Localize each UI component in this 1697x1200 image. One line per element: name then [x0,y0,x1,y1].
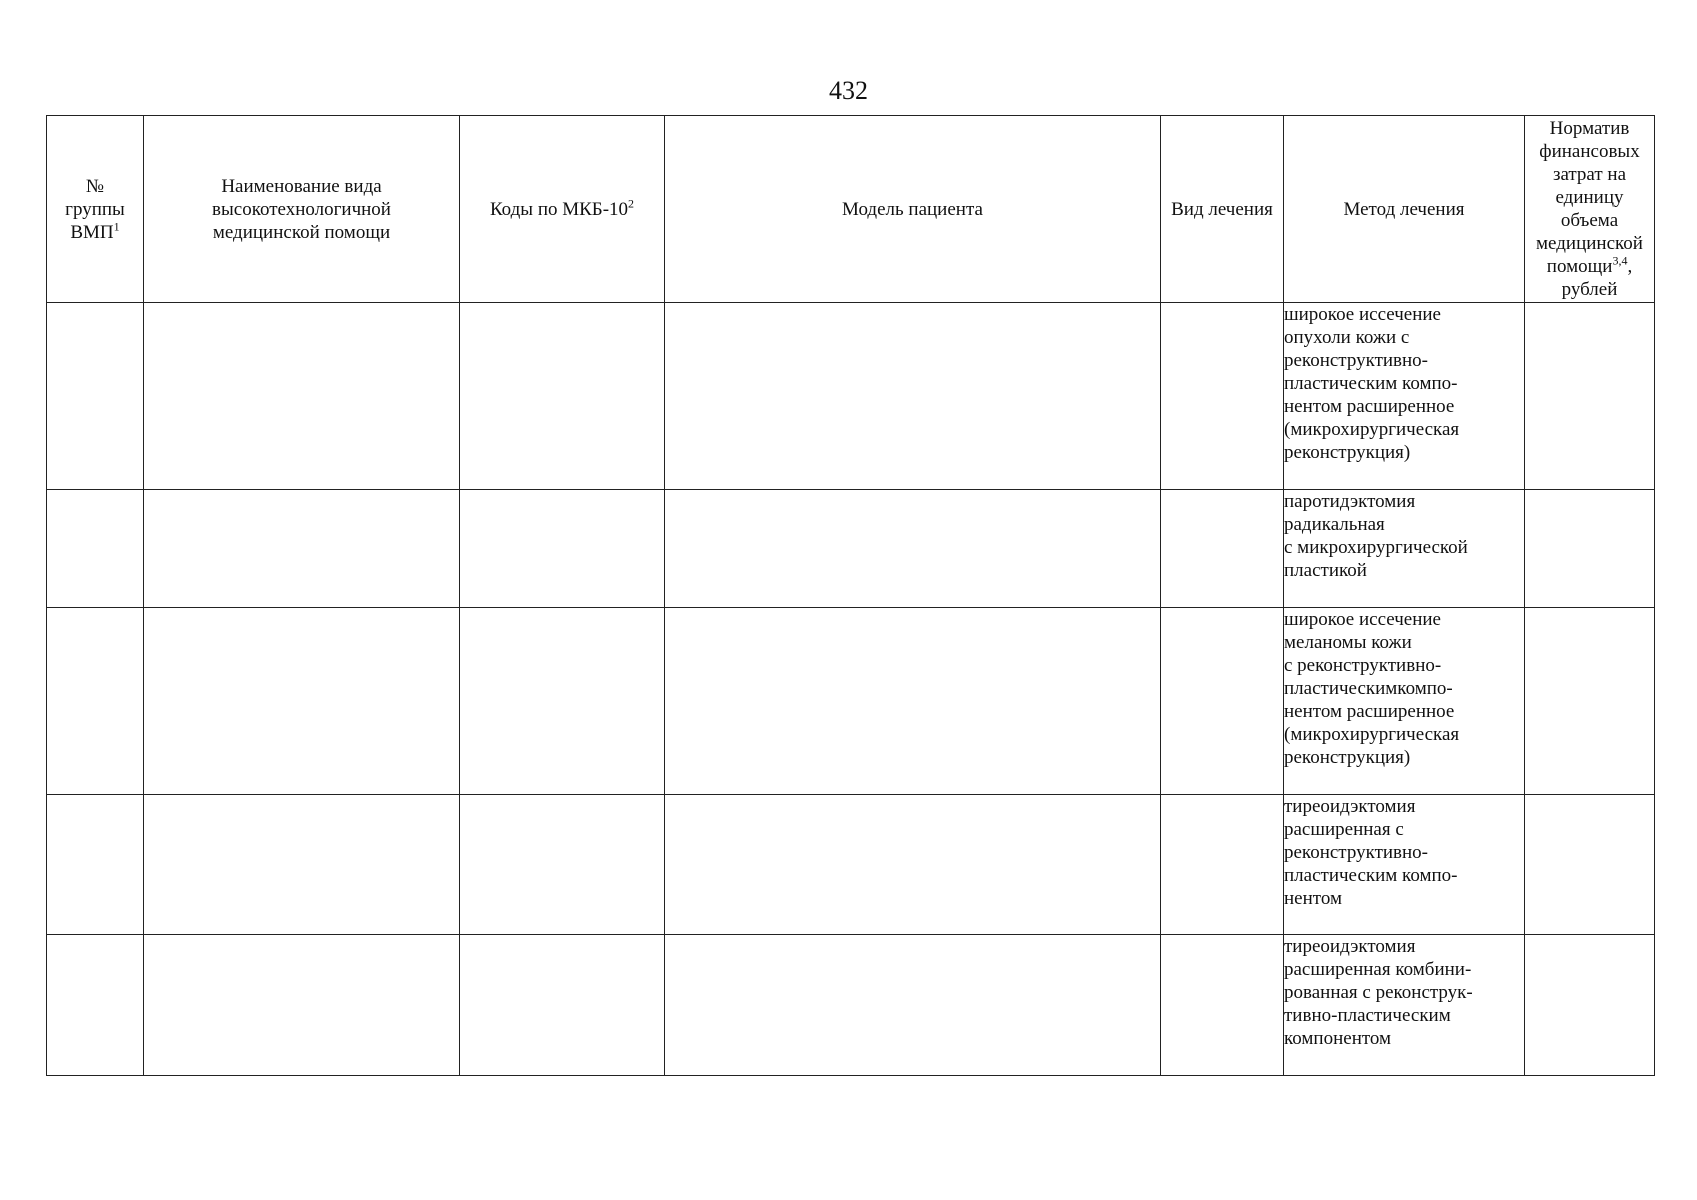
cell-treatment-method: широкое иссечение меланомы кожи с реконструктивно- пластическимкомпо- нентом расширенное (микрохирургическая реконструкция) [1284,608,1525,795]
cell-patient-model [665,303,1161,490]
cell-group-number [47,795,144,935]
cell-cost-standard [1525,490,1655,608]
cell-group-number [47,490,144,608]
cell-treatment-method: тиреоидэктомия расширенная комбини- рованная с реконструк- тивно-пластическим компонентом [1284,935,1525,1076]
cell-icd10-codes [460,935,665,1076]
header-treatment-type: Вид лечения [1161,116,1284,303]
header-treatment-method: Метод лечения [1284,116,1525,303]
cell-care-type-name [144,935,460,1076]
cell-care-type-name [144,608,460,795]
cell-patient-model [665,490,1161,608]
page-number: 432 [829,76,868,105]
cell-treatment-type [1161,608,1284,795]
cell-cost-standard [1525,608,1655,795]
header-icd10-codes: Коды по МКБ-$10^2$ [460,116,665,303]
table-row [47,608,1655,795]
cell-care-type-name [144,303,460,490]
cell-icd10-codes [460,608,665,795]
cell-group-number [47,608,144,795]
vmp-table [46,115,1655,1076]
cell-patient-model [665,935,1161,1076]
cell-icd10-codes [460,303,665,490]
cell-treatment-type [1161,935,1284,1076]
table-row [47,490,1655,608]
cell-treatment-method: широкое иссечение опухоли кожи с реконструктивно- пластическим компо- нентом расширенное (микрохирургическая реконструкция) [1284,303,1525,490]
cell-care-type-name [144,795,460,935]
cell-treatment-type [1161,795,1284,935]
cell-care-type-name [144,490,460,608]
cell-cost-standard [1525,935,1655,1076]
cell-treatment-method: тиреоидэктомия расширенная с реконструктивно- пластическим компо- нентом [1284,795,1525,935]
cell-icd10-codes [460,490,665,608]
cell-patient-model [665,608,1161,795]
cell-icd10-codes [460,795,665,935]
cell-group-number [47,303,144,490]
cell-treatment-type [1161,490,1284,608]
cell-cost-standard [1525,795,1655,935]
table-header-row [47,116,1655,303]
cell-cost-standard [1525,303,1655,490]
table-row [47,303,1655,490]
header-patient-model: Модель пациента [665,116,1161,303]
header-care-type-name: Наименование вида высокотехнологичной медицинской помощи [144,116,460,303]
cell-treatment-method: паротидэктомия радикальная с микрохирургической пластикой [1284,490,1525,608]
table-row [47,935,1655,1076]
header-group-number: № группы ВМП$^1$ [47,116,144,303]
table-row [47,795,1655,935]
header-cost-standard: Норматив финансовых затрат на единицу объема медицинской помощи$^{3,4}$, рублей [1525,116,1655,303]
cell-patient-model [665,795,1161,935]
cell-treatment-type [1161,303,1284,490]
cell-group-number [47,935,144,1076]
